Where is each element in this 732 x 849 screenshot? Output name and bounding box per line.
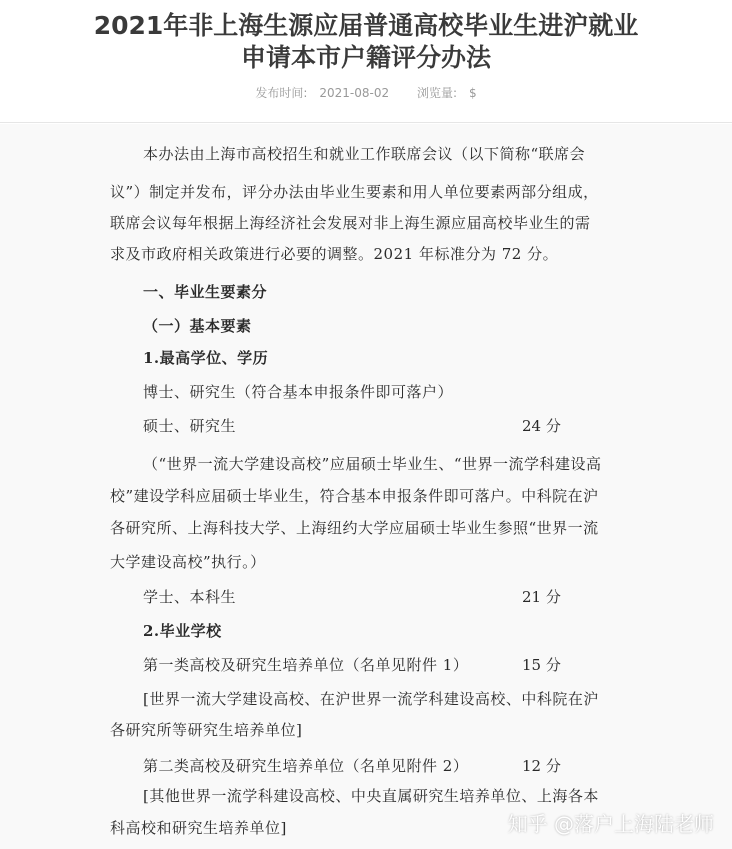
subsection-heading-basic-factors: （一）基本要素 [143,317,252,335]
item-heading-school: 2.毕业学校 [143,622,222,640]
bachelor-score: 21 分 [522,588,561,606]
doctor-row: 博士、研究生（符合基本申报条件即可落户） [143,383,454,401]
class2-note-line-1: [其他世界一流学科建设高校、中央直属研究生培养单位、上海各本 [143,787,599,805]
views-count: $ [469,86,477,100]
intro-line-3: 联席会议每年根据上海经济社会发展对非上海生源应届高校毕业生的需 [110,214,591,232]
class1-row: 第一类高校及研究生培养单位（名单见附件 1） [143,656,469,674]
section-heading-graduate-factors: 一、毕业生要素分 [143,283,268,301]
class2-row: 第二类高校及研究生培养单位（名单见附件 2） [143,757,469,775]
header-divider [0,122,732,123]
zhihu-watermark: 知乎 @落户上海陆老师 [507,812,714,836]
master-note-line-3: 各研究所、上海科技大学、上海纽约大学应届硕士毕业生参照“世界一流 [110,519,599,537]
class1-note-line-2: 各研究所等研究生培养单位] [110,721,303,739]
intro-line-4: 求及市政府相关政策进行必要的调整。2021 年标准分为 72 分。 [110,245,559,263]
article-meta [0,84,732,101]
article-header [0,0,732,124]
intro-line-2: 议”）制定并发布，评分办法由毕业生要素和用人单位要素两部分组成， [110,183,599,201]
item-heading-degree: 1.最高学位、学历 [143,349,269,367]
views-label: 浏览量: [416,86,458,100]
master-note-line-4: 大学建设高校”执行。） [110,553,266,571]
publish-date: 2021-08-02 [319,86,390,100]
master-row: 硕士、研究生 [143,417,237,435]
article-title-line-2: 申请本市户籍评分办法 [240,43,491,72]
class2-note-line-2: 科高校和研究生培养单位] [110,819,287,837]
bachelor-row: 学士、本科生 [143,588,237,606]
master-score: 24 分 [522,417,561,435]
master-note-line-2: 校”建设学科应届硕士毕业生，符合基本申报条件即可落户。中科院在沪 [110,487,599,505]
intro-line-1: 本办法由上海市高校招生和就业工作联席会议（以下简称“联席会 [143,145,586,163]
class1-note-line-1: [世界一流大学建设高校、在沪世界一流学科建设高校、中科院在沪 [143,690,599,708]
master-note-line-1: （“世界一流大学建设高校”应届硕士毕业生、“世界一流学科建设高 [143,455,602,473]
class2-score: 12 分 [522,757,561,775]
class1-score: 15 分 [522,656,561,674]
publish-time-label: 发布时间: [255,86,308,100]
article-title-line-1: 2021年非上海生源应届普通高校毕业生进沪就业 [93,11,639,40]
